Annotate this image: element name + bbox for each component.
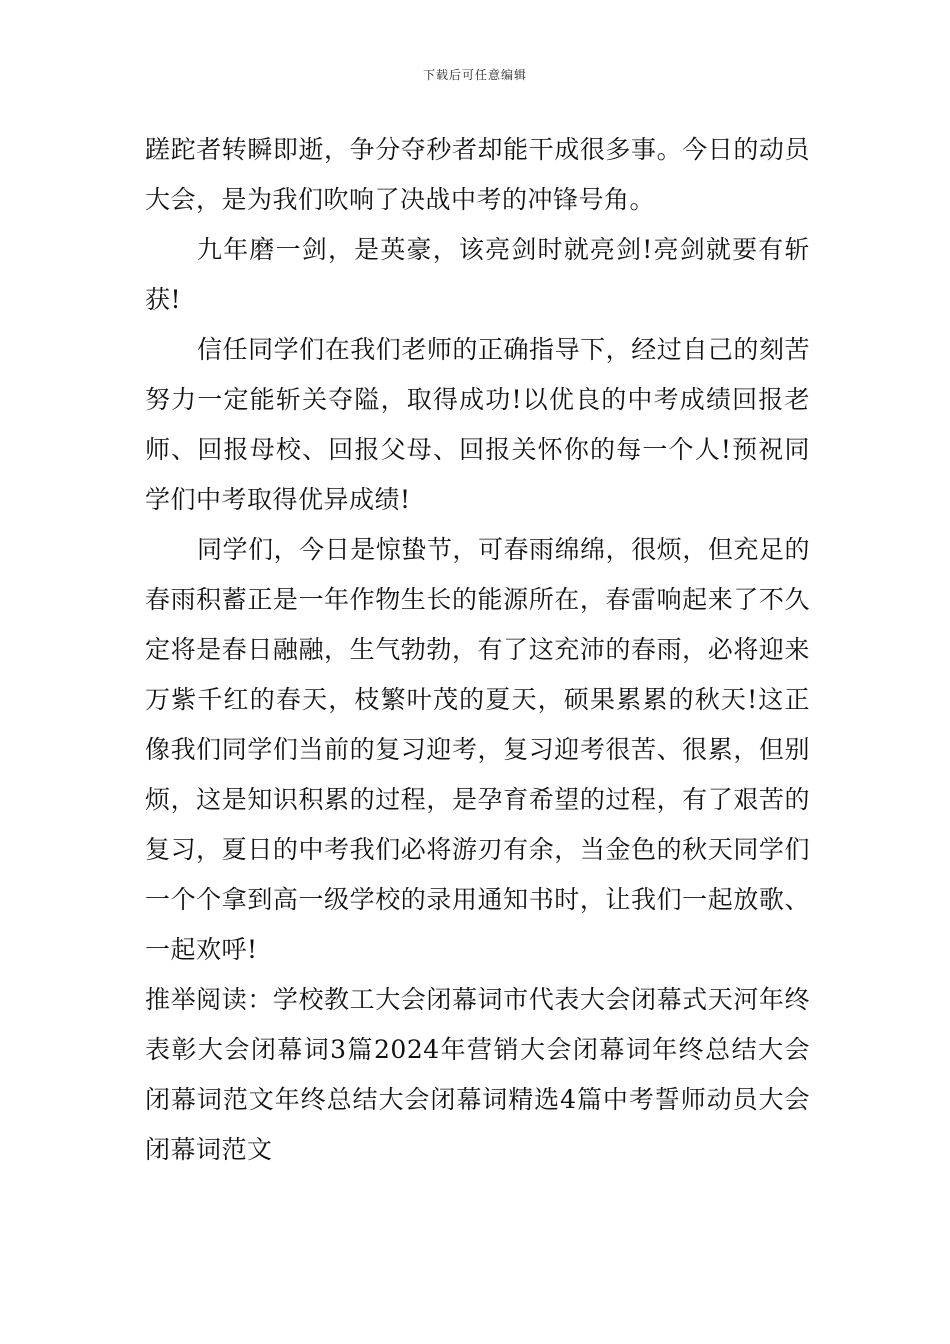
paragraph-opening: 蹉跎者转瞬即逝，争分夺秒者却能干成很多事。今日的动员大会，是为我们吹响了决战中考的冲锋号角。 — [145, 135, 810, 214]
recommended-reading: 推举阅读：学校教工大会闭幕词市代表大会闭幕式天河年终表彰大会闭幕词3篇2024年营销大会闭幕词年终总结大会闭幕词范文年终总结大会闭幕词精选4篇中考誓师动员大会闭幕词范文 — [145, 985, 810, 1164]
document-body — [145, 125, 810, 1175]
paragraph-sword: 九年磨一剑，是英豪，该亮剑时就亮剑!亮剑就要有斩获! — [145, 235, 810, 314]
page-header-note: 下载后可任意编辑 — [422, 68, 527, 82]
paragraph-trust: 信任同学们在我们老师的正确指导下，经过自己的刻苦努力一定能斩关夺隘，取得成功!以优良的中考成绩回报老师、回报母校、回报父母、回报关怀你的每一个人!预祝同学们中考取得优异成绩! — [145, 335, 810, 514]
paragraph-spring: 同学们，今日是惊蛰节，可春雨绵绵，很烦，但充足的春雨积蓄正是一年作物生长的能源所在，春雷响起来了不久定将是春日融融，生气勃勃，有了这充沛的春雨，必将迎来万紫千红的春天，枝繁叶茂的夏天，硕果累累的秋天!这正像我们同学们当前的复习迎考，复习迎考很苦、很累，但别烦，这是知识积累的过程，是孕育希望的过程，有了艰苦的复习，夏日的中考我们必将游刃有余，当金色的秋天同学们一个个拿到高一级学校的录用通知书时，让我们一起放歌、一起欢呼! — [145, 535, 810, 964]
